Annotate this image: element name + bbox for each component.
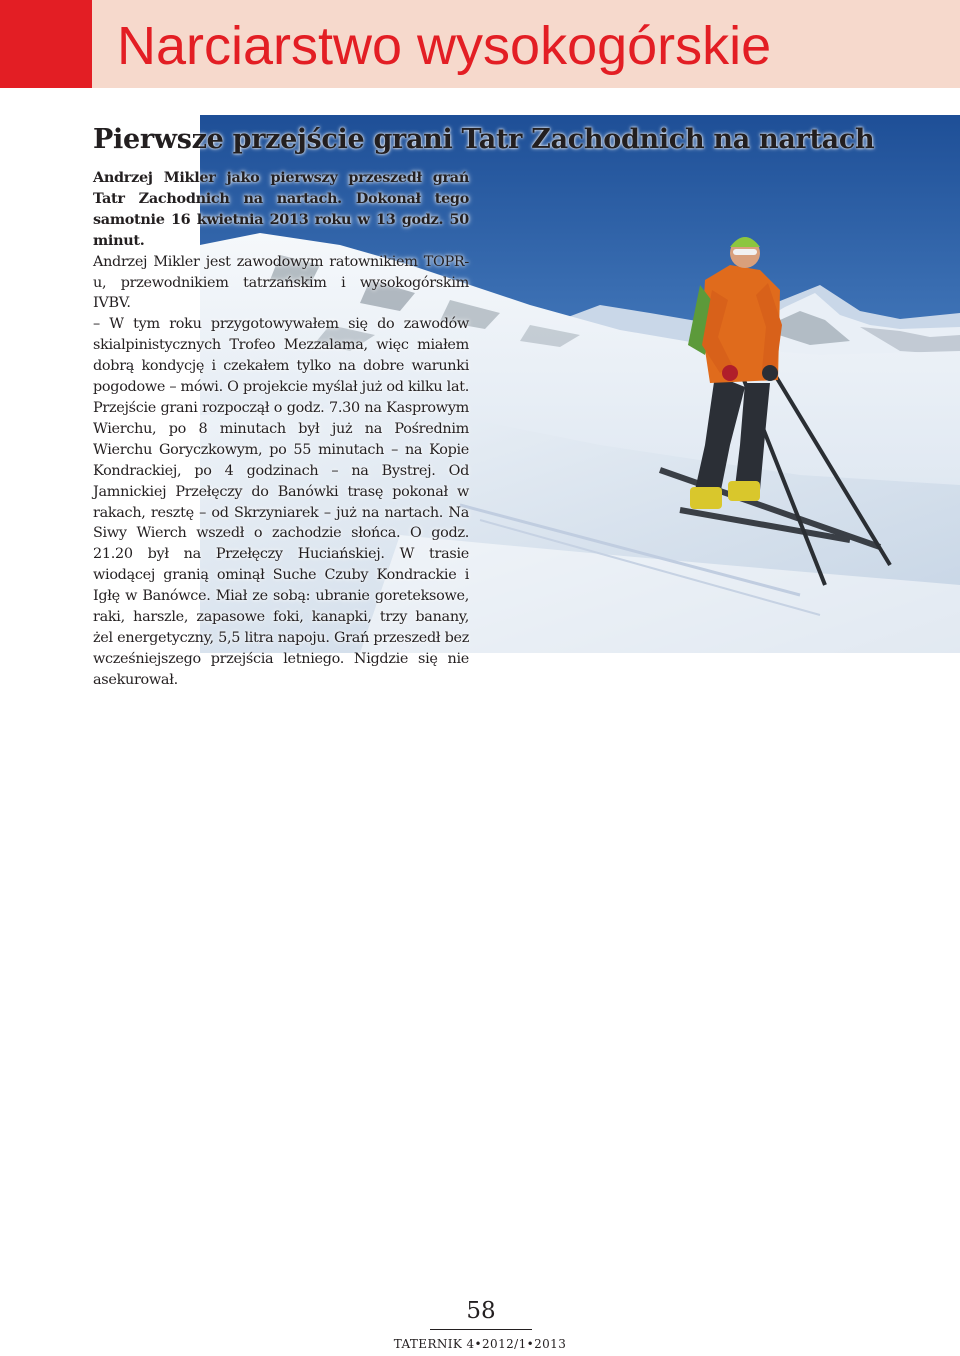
header-red-block xyxy=(0,0,92,88)
article-lead: Andrzej Mikler jako pierwszy przeszedł grań Tatr Zachodnich na nartach. Dokonał tego samotnie 16 kwietnia 2013 roku w 13 godz. 50 minut. xyxy=(93,169,469,249)
issue-footer: TATERNIK 4•2012/1•2013 xyxy=(393,1337,567,1351)
section-title: Narciarstwo wysokogórskie xyxy=(117,16,772,76)
article-paragraph-author: Andrzej Mikler jest zawodowym ratownikiem TOPR-u, przewodnikiem tatrzańskim i wysokogórskim IVBV. xyxy=(93,253,469,312)
page-number: 58 xyxy=(466,1298,496,1324)
article-title: Pierwsze przejście grani Tatr Zachodnich na nartach xyxy=(93,124,875,155)
footer-rule xyxy=(430,1329,532,1330)
article-body xyxy=(93,168,469,691)
article-paragraph-quote: – W tym roku przygotowywałem się do zawodów skialpinistycznych Trofeo Mezzalama, więc miałem dobrą kondycję i czekałem tylko na dobre warunki pogodowe – mówi. O projekcie myślał już od kilku lat. Przejście grani rozpoczął o godz. 7.30 na Kasprowym Wierchu, po 8 minutach był już na Pośrednim Wierchu Goryczkowym, po 55 minutach – na Kopie Kondrackiej, po 4 godzinach – na Bystrej. Od Jamnickiej Przełęczy do Banówki trasę pokonał w rakach, resztę – od Skrzyniarek – już na nartach. Na Siwy Wierch wszedł o zachodzie słońca. O godz. 21.20 był na Przełęczy Huciańskiej. W trasie wiodącej granią ominął Suche Czuby Kondrackie i Igłę w Banówce. Miał ze sobą: ubranie goreteksowe, raki, harszle, zapasowe foki, kanapki, trzy banany, żel energetyczny, 5,5 litra napoju. Grań przeszedł bez wcześniejszego przejścia letniego. Nigdzie się nie asekurował. xyxy=(93,316,469,688)
